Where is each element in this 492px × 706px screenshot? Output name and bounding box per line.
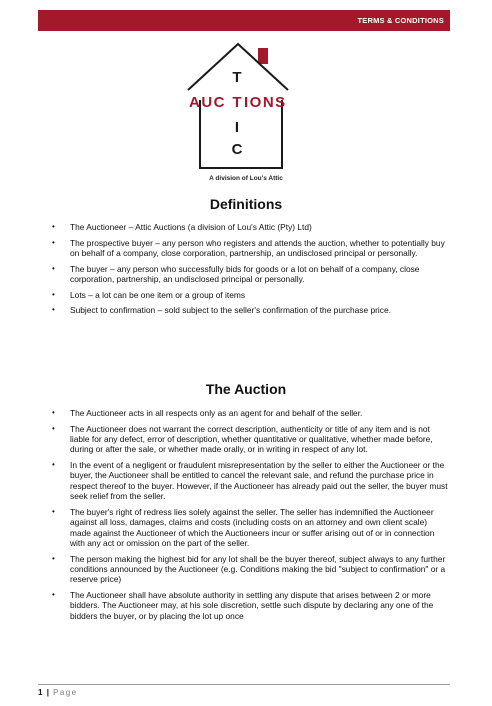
logo-text-t-top: T — [232, 69, 242, 86]
list-item: • Subject to confirmation – sold subject to the seller's confirmation of the purchase price. — [52, 305, 450, 315]
page-footer — [38, 688, 77, 697]
auction-title: The Auction — [205, 381, 287, 397]
logo-text-left: AUC — [189, 94, 226, 111]
auction-list — [52, 408, 450, 626]
header-title: TERMS & CONDITIONS — [357, 16, 444, 25]
list-item: • The prospective buyer – any person who registers and attends the auction, whether to potentially buy on behalf of a company, close corporation, partnership, an undisclosed principal or personally. — [52, 238, 450, 259]
page-separator: | — [46, 688, 49, 697]
list-item: • The person making the highest bid for any lot shall be the buyer thereof, subject always to any further conditions announced by the Auctioneer (e.g. Conditions making the bid "subject to confirmation" or a reserve price) — [52, 554, 450, 585]
logo-text-t: T — [232, 94, 242, 111]
footer-divider — [38, 684, 450, 685]
list-item: • The Auctioneer – Attic Auctions (a division of Lou's Attic (Pty) Ltd) — [52, 222, 450, 232]
list-item: • The Auctioneer acts in all respects only as an agent for and behalf of the seller. — [52, 408, 450, 418]
logo-text-right: IONS — [244, 94, 287, 111]
header-bar — [38, 10, 450, 31]
definitions-title: Definitions — [209, 196, 283, 212]
logo-text-i1: I — [234, 119, 240, 136]
list-item: • The Auctioneer shall have absolute authority in settling any dispute that arises between 2 or more bidders. The Auctioneer may, at his sole discretion, settle such dispute by declaring any one of the bidders the buyer, or by placing the lot up once — [52, 590, 450, 621]
logo — [186, 42, 306, 192]
list-item: • The buyer – any person who successfully bids for goods or a lot on behalf of a company, close corporation, partnership, an undisclosed principal or personally. — [52, 264, 450, 285]
list-item: • The buyer's right of redress lies solely against the seller. The seller has indemnified the Auctioneer against all loss, damages, claims and costs (including costs on an attorney and own client scale) made against the Auctioneer of which the Auctioneers incur or suffer arising out of or in connection with any act or omission on the part of the seller. — [52, 507, 450, 549]
list-item: • The Auctioneer does not warrant the correct description, authenticity or title of any item and is not liable for any defect, error of description, whether quantitative or qualitative, whether made before, during or after the sale, or whether made orally, or in writing in respect of any lot. — [52, 424, 450, 455]
page-number: 1 — [38, 688, 43, 697]
list-item: • Lots – a lot can be one item or a group of items — [52, 290, 450, 300]
house-logo-icon — [186, 42, 306, 192]
logo-subtitle: A division of Lou's Attic — [209, 175, 283, 182]
list-item: • In the event of a negligent or fraudulent misrepresentation by the seller to either the Auctioneer or the buyer, the Auctioneer shall be entitled to cancel the relevant sale, and refund the purchase price in respect thereof to the buyer. However, if the Auctioneer has already paid out the seller, the buyer must seek relief from the seller. — [52, 460, 450, 502]
logo-text-c: C — [231, 141, 243, 158]
page-label: Page — [53, 688, 78, 697]
definitions-list — [52, 222, 450, 321]
chimney-shape — [258, 48, 268, 64]
